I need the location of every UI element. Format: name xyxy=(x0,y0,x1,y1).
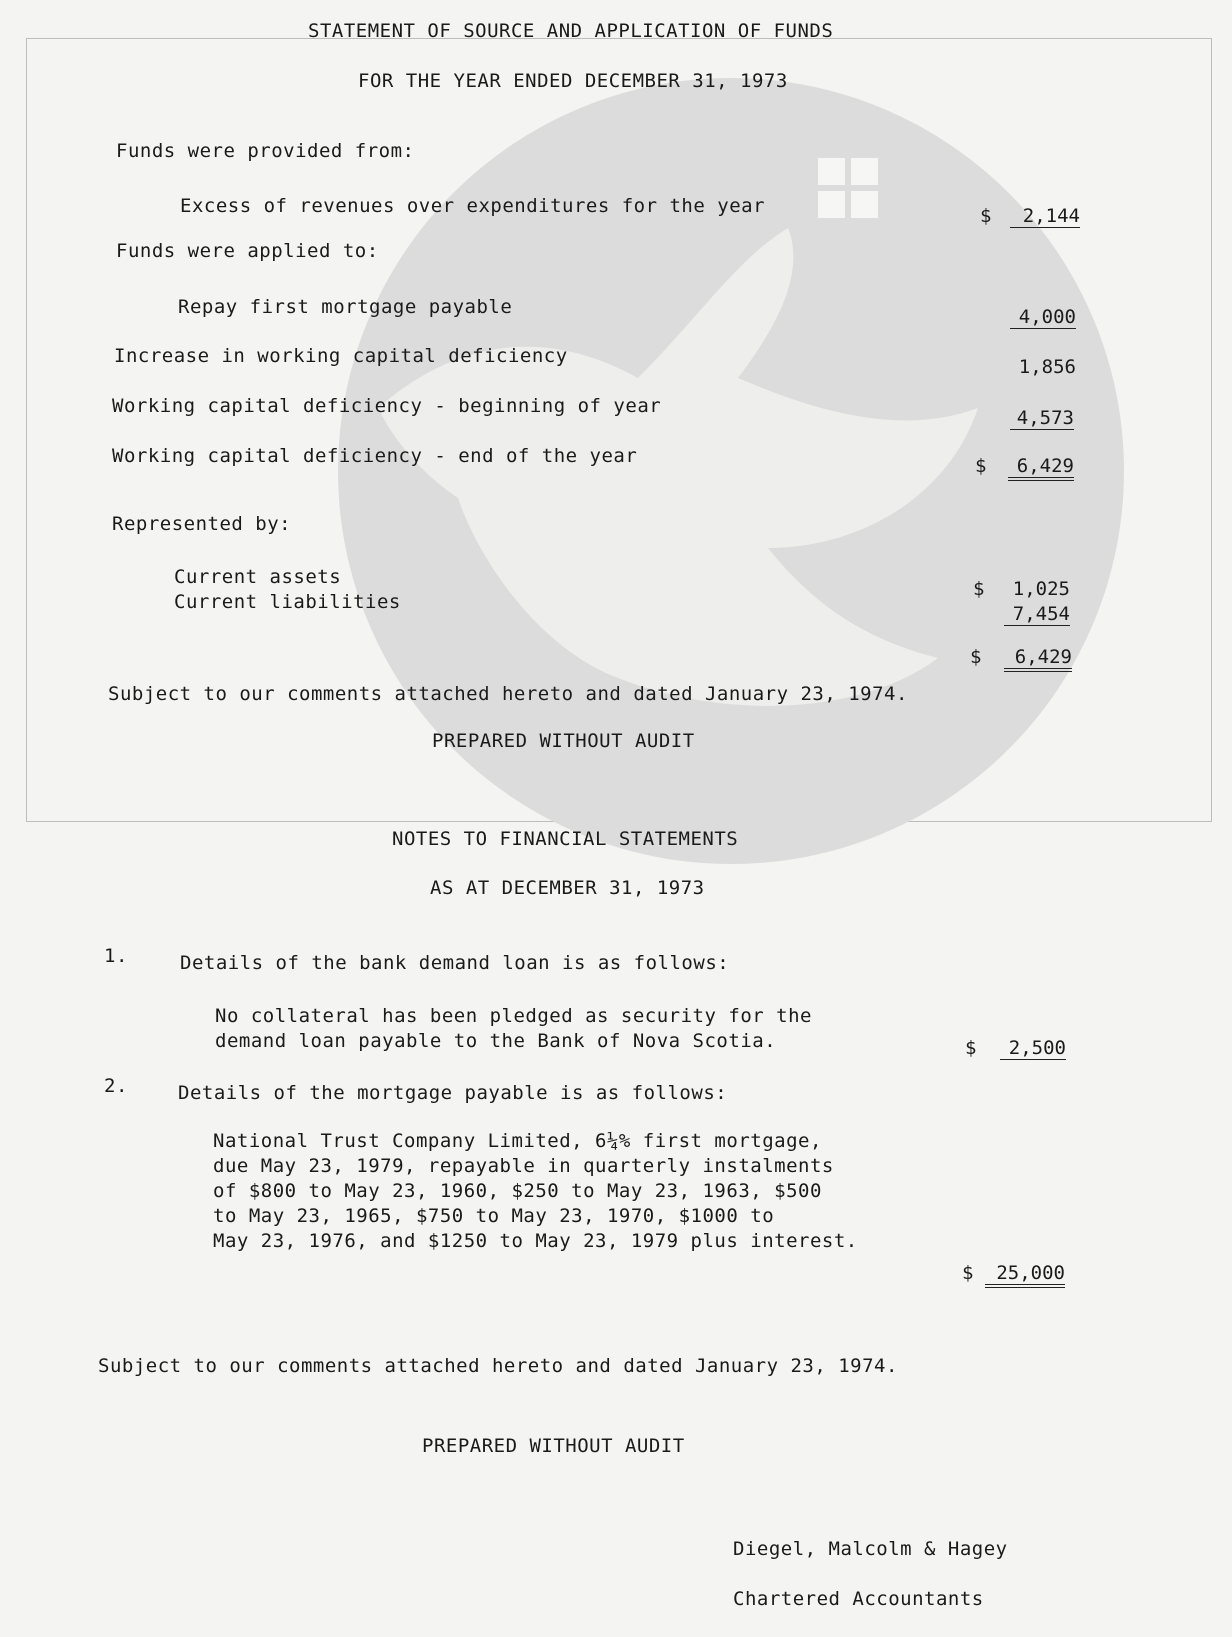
total-currency: $ xyxy=(970,646,982,668)
increase-value: 1,856 xyxy=(1018,356,1076,378)
liabilities-value: 7,454 xyxy=(1004,603,1070,626)
note-1-line: No collateral has been pledged as security for the xyxy=(215,1005,812,1027)
represented-header: Represented by: xyxy=(112,513,292,535)
repay-label: Repay first mortgage payable xyxy=(178,296,513,318)
statement-title: STATEMENT OF SOURCE AND APPLICATION OF FUNDS xyxy=(308,20,834,42)
liabilities-label: Current liabilities xyxy=(174,591,401,613)
assets-label: Current assets xyxy=(174,566,342,588)
signature-firm: Diegel, Malcolm & Hagey xyxy=(733,1538,1008,1560)
assets-currency: $ xyxy=(973,578,985,600)
notes-date: AS AT DECEMBER 31, 1973 xyxy=(430,877,705,899)
beginning-value: 4,573 xyxy=(1010,407,1074,430)
note-2-line: due May 23, 1979, repayable in quarterly instalments xyxy=(213,1155,834,1177)
repay-value: 4,000 xyxy=(1010,306,1076,329)
excess-currency: $ xyxy=(980,205,992,227)
notes-title: NOTES TO FINANCIAL STATEMENTS xyxy=(392,828,739,850)
note-2-line: to May 23, 1965, $750 to May 23, 1970, $1000 to xyxy=(213,1205,775,1227)
notes-subject-note: Subject to our comments attached hereto and dated January 23, 1974. xyxy=(98,1355,898,1377)
statement-prepared: PREPARED WITHOUT AUDIT xyxy=(432,730,695,752)
note-1-number: 1. xyxy=(104,945,128,967)
note-1-value: 2,500 xyxy=(1000,1037,1066,1060)
applied-header: Funds were applied to: xyxy=(116,240,379,262)
end-value: 6,429 xyxy=(1008,455,1074,481)
signature-title: Chartered Accountants xyxy=(733,1588,984,1610)
total-value: 6,429 xyxy=(1004,646,1072,672)
note-2-line: National Trust Company Limited, 6¼% first mortgage, xyxy=(213,1130,822,1152)
end-label: Working capital deficiency - end of the year xyxy=(112,445,638,467)
increase-label: Increase in working capital deficiency xyxy=(114,345,568,367)
note-2-line: May 23, 1976, and $1250 to May 23, 1979 plus interest. xyxy=(213,1230,858,1252)
note-1-line: demand loan payable to the Bank of Nova Scotia. xyxy=(215,1030,777,1052)
notes-prepared: PREPARED WITHOUT AUDIT xyxy=(422,1435,685,1457)
excess-value: 2,144 xyxy=(1010,205,1080,228)
note-2-line: of $800 to May 23, 1960, $250 to May 23, 1963, $500 xyxy=(213,1180,822,1202)
note-1-heading: Details of the bank demand loan is as follows: xyxy=(180,952,730,974)
note-2-heading: Details of the mortgage payable is as follows: xyxy=(178,1082,728,1104)
note-2-number: 2. xyxy=(104,1075,128,1097)
excess-label: Excess of revenues over expenditures for the year xyxy=(180,195,766,217)
note-2-currency: $ xyxy=(962,1262,974,1284)
provided-header: Funds were provided from: xyxy=(116,140,415,162)
statement-subject-note: Subject to our comments attached hereto and dated January 23, 1974. xyxy=(108,683,908,705)
assets-value: 1,025 xyxy=(1012,578,1070,600)
beginning-label: Working capital deficiency - beginning of year xyxy=(112,395,662,417)
statement-period: FOR THE YEAR ENDED DECEMBER 31, 1973 xyxy=(358,70,788,92)
note-2-value: 25,000 xyxy=(985,1262,1065,1288)
note-1-currency: $ xyxy=(965,1037,977,1059)
end-currency: $ xyxy=(975,455,987,477)
